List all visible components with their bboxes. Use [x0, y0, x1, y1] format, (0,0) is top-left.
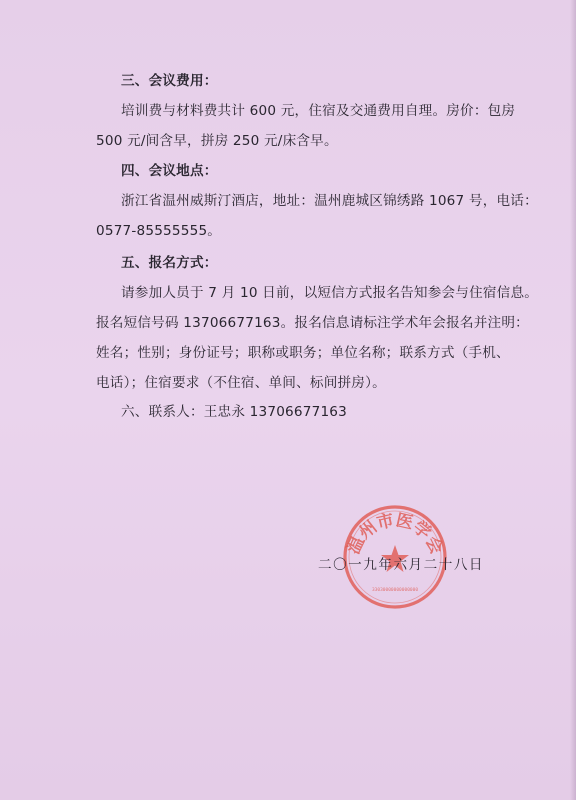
fees-heading: 三、会议费用：	[121, 73, 218, 89]
contact-line: 六、联系人：王忠永 13706677163	[121, 404, 348, 420]
document-date: 二〇一九年六月二十八日	[318, 557, 485, 573]
venue-text-line-1: 浙江省温州威斯汀酒店，地址：温州鹿城区锦绣路 1067 号，电话：	[121, 193, 538, 209]
venue-text-line-2: 0577-85555555。	[96, 223, 222, 239]
registration-text-line-1: 请参加人员于 7 月 10 日前，以短信方式报名告知参会与住宿信息。	[121, 285, 539, 301]
page-edge-shadow	[570, 0, 576, 800]
registration-text-line-4: 电话）；住宿要求（不住宿、单间、标间拼房）。	[96, 375, 386, 391]
fees-text-line-2: 500 元/间含早，拼房 250 元/床含早。	[96, 133, 338, 149]
registration-heading: 五、报名方式：	[121, 255, 218, 271]
seal-text: 温州市医学会	[343, 510, 447, 558]
seal-code: 33030000000000000	[371, 588, 419, 593]
fees-text-line-1: 培训费与材料费共计 600 元，住宿及交通费用自理。房价：包房	[121, 103, 516, 119]
venue-heading: 四、会议地点：	[121, 163, 218, 179]
registration-text-line-2: 报名短信号码 13706677163。报名信息请标注学术年会报名并注明：	[96, 315, 529, 331]
registration-text-line-3: 姓名；性别；身份证号；职称或职务；单位名称；联系方式（手机、	[96, 345, 510, 361]
